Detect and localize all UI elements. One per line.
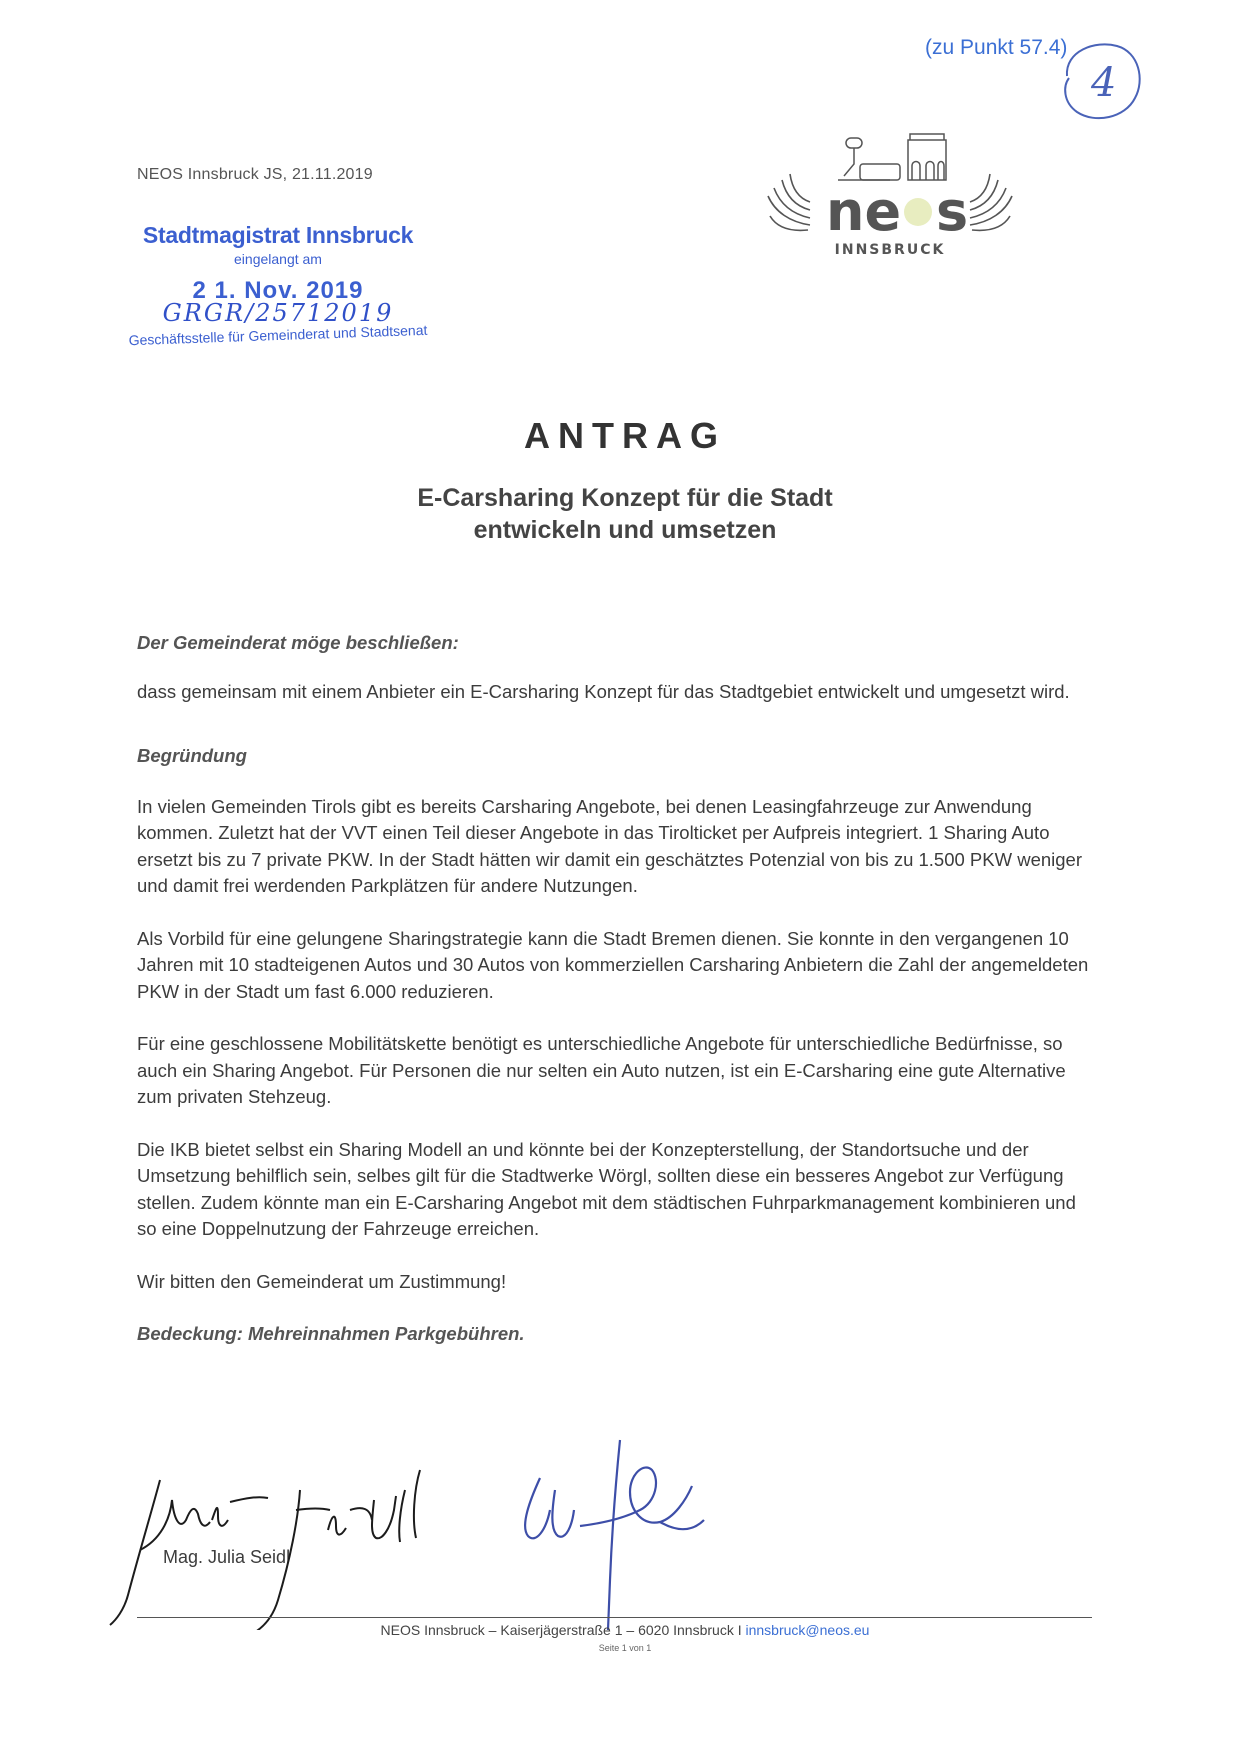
closing-request: Wir bitten den Gemeinderat um Zustimmung! [137,1270,507,1292]
document-subtitle [0,482,1250,546]
reason-paragraph-3: Für eine geschlossene Mobilitätskette benötigt es unterschiedliche Angebote für unterschiedliche Bedürfnisse, so auch ein Sharing Angebot. Für Personen die nur selten ein Auto nutzen, ist ein E-Carsharing eine gute Alternative zum privaten Stehzeug. [137,1033,1066,1107]
document-title: ANTRAG [524,415,726,456]
handwritten-signatures [100,1430,820,1630]
logo-city: INNSBRUCK [834,242,946,258]
footer-address-text: NEOS Innsbruck – Kaiserjägerstraße 1 – 6020 Innsbruck I [380,1622,746,1638]
footer-divider [137,1617,1092,1618]
coverage-note: Bedeckung: Mehreinnahmen Parkgebühren. [137,1323,525,1344]
logo-wordmark-s: s [936,180,969,243]
agenda-reference: (zu Punkt 57.4) [925,36,1068,59]
sender-line: NEOS Innsbruck JS, 21.11.2019 [137,166,373,183]
handwritten-circled-number [1055,36,1145,126]
stamp-reference: GRGR/25712019 [162,299,394,327]
footer-address [0,1622,1250,1638]
logo-dot [904,198,932,226]
reason-heading: Begründung [137,745,247,766]
received-stamp [128,222,428,349]
footer-email-link[interactable]: innsbruck@neos.eu [745,1622,870,1638]
signer-name: Mag. Julia Seidl [163,1547,291,1567]
page-number: Seite 1 von 1 [598,1643,652,1653]
neos-innsbruck-logo [740,130,1040,270]
resolution-heading: Der Gemeinderat möge beschließen: [137,632,459,653]
reason-paragraph-4: Die IKB bietet selbst ein Sharing Modell an und könnte bei der Konzepterstellung, der Standortsuche und der Umsetzung behilflich sein, selbes gilt für die Stadtwerke Wörgl, sollten diese ein besseres Angebot zur Verfügung stellen. Zudem könnte man ein E-Carsharing Angebot mit dem städtischen Fuhrparkmanagement kombinieren und so eine Doppelnutzung der Fahrzeuge erreichen. [137,1138,1076,1239]
subtitle-line-1: E-Carsharing Konzept für die Stadt [417,484,833,512]
stamp-office: Geschäftsstelle für Gemeinderat und Stadtsenat [128,321,428,349]
reason-paragraph-2: Als Vorbild für eine gelungene Sharingstrategie kann die Stadt Bremen dienen. Sie konnte in den vergangenen 10 Jahren mit 10 stadteigenen Autos und 30 Autos von kommerziellen Carsharing Anbietern die Zahl der angemeldeten PKW in der Stadt um fast 6.000 reduzieren. [137,927,1089,1002]
reason-paragraph-1: In vielen Gemeinden Tirols gibt es bereits Carsharing Angebote, bei denen Leasingfahrzeuge zur Anwendung kommen. Zuletzt hat der VVT einen Teil dieser Angebote in das Tirolticket per Aufpreis integriert. 1 Sharing Auto ersetzt bis zu 7 private PKW. In der Stadt hätten wir damit ein geschätztes Potenzial von bis zu 1.500 PKW weniger und damit frei werdenden Parkplätzen für andere Nutzungen. [137,795,1082,896]
document-body [137,630,1097,1348]
stamp-date: 2 1. Nov. 2019 [192,277,364,304]
resolution-text: dass gemeinsam mit einem Anbieter ein E-Carsharing Konzept für das Stadtgebiet entwickelt und umgesetzt wird. [137,680,1070,702]
subtitle-line-2: entwickeln und umsetzen [473,516,777,544]
logo-wordmark-ne: ne [826,180,902,243]
ref-number: 4 [1091,60,1117,106]
stamp-received-label: eingelangt am [234,251,322,267]
stamp-title: Stadtmagistrat Innsbruck [142,222,414,248]
